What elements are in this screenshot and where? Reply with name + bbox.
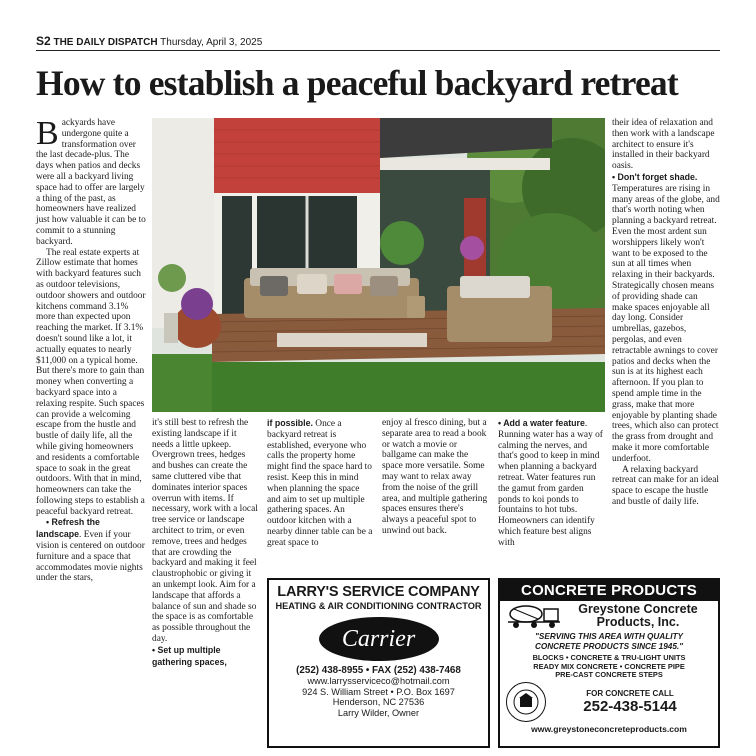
larry-ad-city: Henderson, NC 27536: [332, 697, 425, 707]
article-column-1: [36, 115, 146, 584]
page-header: [36, 34, 720, 50]
larry-ad-email: www.larrysserviceco@hotmail.com: [307, 676, 450, 686]
larry-ad-title: LARRY'S SERVICE COMPANY: [277, 584, 480, 600]
concrete-ad-banner: CONCRETE PRODUCTS: [500, 580, 718, 601]
publication-date: Thursday, April 3, 2025: [160, 37, 263, 48]
drop-cap: B: [36, 115, 59, 152]
concrete-company-line2: Products, Inc.: [596, 615, 680, 629]
article-column-5: [498, 418, 608, 549]
carrier-logo: Carrier: [319, 617, 439, 661]
larry-ad-phones: (252) 438-8955 • FAX (252) 438-7468: [296, 665, 461, 676]
col2-text: it's still best to refresh the existing landscape if it needs a little upkeep. Overgrown trees, hedges and bushes can create the same cluttered vibe that dominates interior spaces overrun with items. If necessary, work with a local tree service or landscape architect to trim, or even remove, trees and hedges that are crowding the backyard and making it feel claustrophobic or giving it an unkempt look. Aim for a landscape that affords a balance of sun and shade so the space is as comfortable as possible throughout the day.: [152, 418, 258, 644]
concrete-company-line1: Greystone Concrete: [578, 602, 698, 616]
col4-text: enjoy al fresco dining, but a separate area to read a book or watch a movie or ballgame can make the space more versatile. Some may want to relax away from the noise of the grill area, and multiple gathering spaces ensures there's always a peaceful spot to unwind out back.: [382, 418, 488, 536]
col1-paragraph-2: The real estate experts at Zillow estimate that homes with backyard features such as outdoor televisions, outdoor showers and outdoor kitchens command 3.1% more than expected upon reaching the market. If 3.1% doesn't sound like a lot, it actually equates to nearly $11,000 on a typical home. But there's more to gain than money when converting a backyard space into a relaxing respite. Such spaces can provide a welcoming escape from the hustle and bustle of daily life, all the while giving homeowners and residents a comfortable space to soak in the great outdoors. With that in mind, homeowners can take the following steps to establish a peaceful backyard retreat.: [36, 247, 146, 517]
header-rule: [36, 50, 720, 51]
concrete-list-line2: READY MIX CONCRETE • CONCRETE PIPE: [533, 661, 685, 671]
concrete-call-label: FOR CONCRETE CALL: [586, 688, 674, 698]
article-column-6: [612, 118, 720, 508]
concrete-list-line3: PRE-CAST CONCRETE STEPS: [555, 670, 663, 680]
publication-name: THE DAILY DISPATCH: [53, 37, 158, 48]
article-column-3: [267, 418, 375, 549]
concrete-mixer-truck-icon: [504, 603, 562, 629]
page-number: S2: [36, 34, 51, 48]
larry-ad-owner: Larry Wilder, Owner: [337, 707, 420, 718]
concrete-slogan-line2: CONCRETE PRODUCTS SINCE 1945.": [534, 641, 684, 651]
col3-text: Once a backyard retreat is established, everyone who calls the property home might find the space hard to resist. Keep this in mind when planning the space and aim to set up multiple gathering spaces. An outdoor kitchen with a nearby dinner table can be a great space to: [267, 419, 373, 548]
col6-paragraph-3: A relaxing backyard retreat can make for an ideal space to escape the hustle and bustle of daily life.: [612, 464, 719, 507]
backyard-patio-photo: [152, 118, 605, 412]
article-column-4: [382, 418, 490, 537]
larrys-service-ad: [267, 578, 490, 748]
concrete-phone: 252-438-5144: [583, 697, 677, 715]
bullet-shade: • Don't forget shade.: [612, 171, 698, 182]
bullet-water-feature: • Add a water feature: [498, 418, 585, 428]
bullet-refresh-landscape: • Refresh the landscape: [36, 517, 100, 540]
concrete-slogan-line1: "SERVING THIS AREA WITH QUALITY: [535, 632, 683, 641]
col1-bullet-text: . Even if your vision is centered on outdoor furniture and a space that accommodates movie nights under the stars,: [36, 530, 145, 584]
concrete-website: www.greystoneconcreteproducts.com: [531, 723, 687, 734]
col6-paragraph-2: Temperatures are rising in many areas of the globe, and that's worth noting when planning a backyard retreat. Even the most ardent sun worshippers likely won't want to be exposed to the sun at all times when relaxing in their backyards. Strategically chosen means of providing shade can make spaces enjoyable all day long. Consider umbrellas, gazebos, pergolas, and even retractable awnings to cover patios and decks when the sun is at its highest each afternoon. If you plan to spend ample time in the grass, make that more enjoyable by planting shade trees, which also can protect the grass from drought and make it more comfortable underfoot.: [612, 183, 720, 464]
article-column-2: [152, 418, 260, 668]
concrete-list-line1: BLOCKS • CONCRETE & TRU-LIGHT UNITS: [532, 653, 686, 662]
col5-text: . Running water has a way of calming the nerves, and that's good to keep in mind when planning a backyard retreat. Water features run the gamut from garden ponds to koi ponds to fountains to hot tubs. Homeowners can identify which feature best aligns with: [498, 419, 603, 548]
col6-paragraph-1: their idea of relaxation and then work with a landscape architect to ensure it's installed in their backyard oasis.: [612, 118, 715, 172]
article-headline: How to establish a peaceful backyard retreat: [36, 63, 678, 103]
greystone-concrete-ad: [498, 578, 720, 748]
bullet-gathering-spaces: • Set up multiple gathering spaces,: [152, 644, 227, 667]
company-seal-icon: [506, 682, 546, 722]
col3-lead-bold: if possible.: [267, 418, 313, 428]
col1-paragraph-1: ackyards have undergone quite a transformation over the last decade-plus. The days when patios and decks were all a backyard living space had to offer are largely a thing of the past, as homeowners have realized just how valuable it can be to commit to a stunning backyard.: [36, 118, 146, 247]
larry-ad-address: 924 S. William Street • P.O. Box 1697: [302, 686, 455, 697]
larry-ad-subtitle: HEATING & AIR CONDITIONING CONTRACTOR: [275, 601, 482, 611]
